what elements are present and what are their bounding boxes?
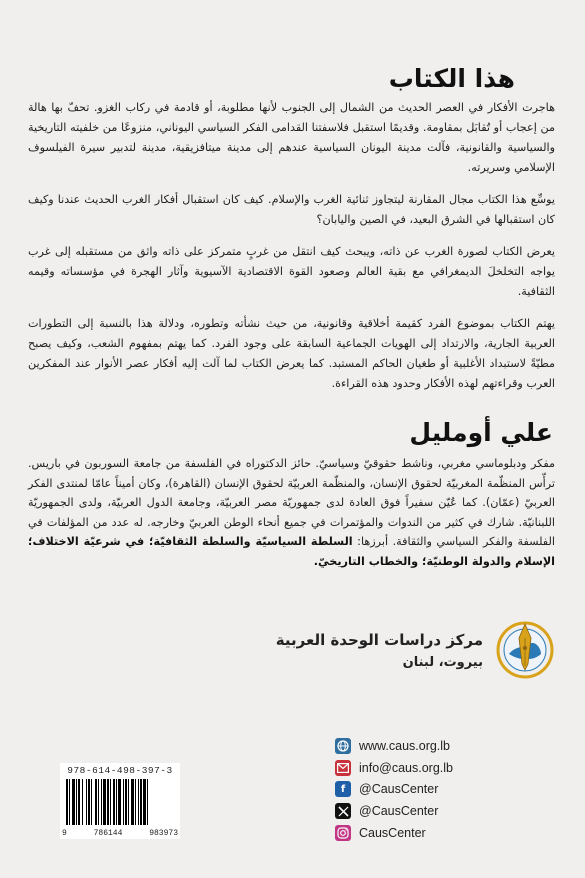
description-paragraph: يعرض الكتاب لصورة الغرب عن ذاته، ويبحث كيف انتقل من غربٍ متمركز على ذاته واثق من مستقبله إلى غرب يواجه التخلخلَ الديمغرافي مع بقية العالم وصعود القوة الاقتصادية الآسيوية وآثار الهجرة في مؤسساته وقيمه الثقافية. — [28, 245, 555, 298]
isbn-number: 978-614-498-397-3 — [67, 765, 173, 776]
contact-text: info@caus.org.lb — [359, 760, 453, 775]
contact-facebook[interactable] — [335, 780, 453, 798]
publisher-city: بيروت، لبنان — [402, 654, 483, 670]
description-paragraph: يوسِّع هذا الكتاب مجال المقارنة ليتجاوز ثنائية الغرب والإسلام. كيف كان استقبال أفكار الغرب الحديث عندنا وكيف كان استقبالها في الشرق البعيد، في الصين واليابان؟ — [28, 193, 555, 226]
description-paragraph: هاجرت الأفكار في العصر الحديث من الشمال إلى الجنوب لأنها مطلوبة، أو قادمة في ركاب الغزو. تحفّ بها هالة من إعجاب أو تُقابَل بمقاومة. وقديمًا استقبل فلاسفتنا القدامى الفكر السياسي اليوناني، منزوعًا من خلفيته التاريخية والسياسية والقانونية، فآلت مدينة اليونان السياسية عندهم إلى مدينة ميتافزيقية، مدينة لتدبير سيرة الفيلسوف الإسلامي وسريرته. — [28, 101, 555, 174]
barcode-digits — [62, 829, 178, 838]
contact-text: www.caus.org.lb — [359, 739, 451, 753]
publisher-logo-icon — [495, 618, 555, 682]
facebook-icon: f — [335, 781, 351, 797]
publisher-name: مركز دراسات الوحدة العربية — [275, 630, 483, 649]
mail-icon — [335, 760, 351, 776]
barcode-digit-group: 983973 — [149, 829, 178, 838]
contact-website[interactable] — [335, 737, 453, 755]
contact-x[interactable] — [335, 802, 453, 820]
author-bio-text: مفكر ودبلوماسي مغربي، وناشط حقوقيّ وسياسيّ. حائز الدكتوراه في الفلسفة من جامعة السوربون في باريس. ترأّس المنظّمة المغربيّة لحقوق الإنسان، والمنظّمة العربيّة لحقوق الإنسان (القاهرة)، وكان أميناً عامّا لمنتدى الفكر العربيّ (عمّان). كما عُيّن سفيراً فوق العادة لدى جمهوريّة مصر العربيّة، وجامعة الدول العربيّة، ولدى الجمهوريّة اللبنانيّة. شارك في كثير من الندوات والمؤتمرات في جميع أنحاء الوطن العربيّ وخارجه. له عدد من المؤلفات في الفلسفة والفكر السياسي والثقافة. أبرزها: — [28, 457, 555, 548]
contact-email[interactable] — [335, 759, 453, 777]
book-description — [28, 98, 555, 406]
contact-instagram[interactable] — [335, 824, 453, 842]
contact-text: @CausCenter — [359, 782, 439, 797]
contact-text: @CausCenter — [359, 804, 439, 819]
description-paragraph: يهتم الكتاب بموضوع الفرد كقيمة أخلاقية وقانونية، من حيث نشأته وتطوره، ودلالة هذا بالنسبة إلى التطورات العربية الجارية، والارتداد إلى الهويات الجماعية السابقة على وجود الفرد. كما يهتم بمفهوم الشعب، وكيف يصبح مطيّةً لاستبداد الأغلبية أو طغيان الحاكم المستبد. كما يعرض الكتاب لما آلت إليه أفكار عصر الأنوار عند المفكرين العرب وقراءتهم لهذه الأفكار وحدود هذه القراءة. — [28, 317, 555, 390]
globe-icon — [335, 738, 351, 754]
author-works: السلطة السياسيّة والسلطة الثقافيّة؛ في شرعيّة الاختلاف؛ الإسلام والدولة الوطنيّة؛ والخطاب التاريخيّ. — [28, 535, 555, 568]
isbn-barcode — [60, 763, 180, 839]
contact-list — [335, 737, 453, 845]
contact-text: CausCenter — [359, 825, 426, 840]
barcode-digit-first: 9 — [62, 829, 67, 838]
author-bio — [28, 454, 555, 571]
publisher-block — [276, 618, 555, 682]
barcode-bars — [66, 779, 174, 825]
barcode-digit-group: 786144 — [93, 829, 123, 838]
instagram-icon — [335, 825, 351, 841]
x-icon — [335, 803, 351, 819]
author-name: علي أومليل — [409, 418, 553, 447]
book-section-title: هذا الكتاب — [388, 64, 515, 93]
